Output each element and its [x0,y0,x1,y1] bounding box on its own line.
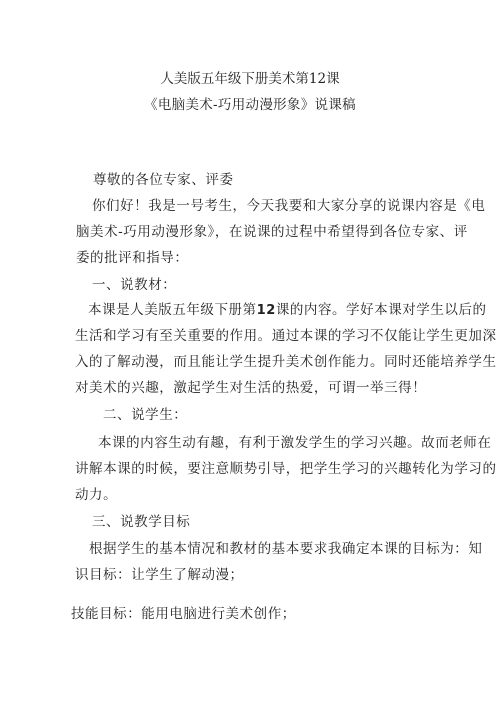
paragraph-line: 动力。 [75,487,118,503]
section-heading-students: 二、说学生： [103,407,188,423]
paragraph-line: 讲解本课的时候，要注意顺势引导，把学生学习的兴趣转化为学习的 [75,461,497,477]
section-heading-textbook: 一、说教材： [92,277,177,293]
intro-line: 委的批评和指导： [76,250,189,266]
paragraph-line: 本课的内容生动有趣，有利于激发学生的学习兴趣。故而老师在 [98,435,492,451]
intro-line: 脑美术-巧用动漫形象》，在说课的过程中希望得到各位专家、评 [76,224,468,240]
paragraph-line: 入的了解动漫，而且能让学生提升美术创作能力。同时还能培养学生 [75,354,497,370]
paragraph-line: 识目标：让学生了解动漫； [75,567,244,583]
paragraph-line: 生活和学习有至关重要的作用。通过本课的学习不仅能让学生更加深 [75,328,497,344]
section-heading-objectives: 三、说教学目标 [92,514,191,530]
paragraph-line: 根据学生的基本情况和教材的基本要求我确定本课的目标为：知 [89,541,483,557]
intro-line: 你们好！我是一号考生，今天我要和大家分享的说课内容是《电 [92,198,486,214]
paragraph-line: 本课是人美版五年级下册第12课的内容。学好本课对学生以后的 [88,302,487,318]
greeting: 尊敬的各位专家、评委 [93,172,234,188]
lesson-number: 12 [256,303,276,318]
paragraph-line: 技能目标：能用电脑进行美术创作； [71,606,296,622]
document-title: 人美版五年级下册美术第12课 [160,71,340,87]
paragraph-line: 对美术的兴趣，激起学生对生活的热爱，可谓一举三得！ [75,380,427,396]
document-subtitle: 《电脑美术-巧用动漫形象》说课稿 [144,97,356,113]
